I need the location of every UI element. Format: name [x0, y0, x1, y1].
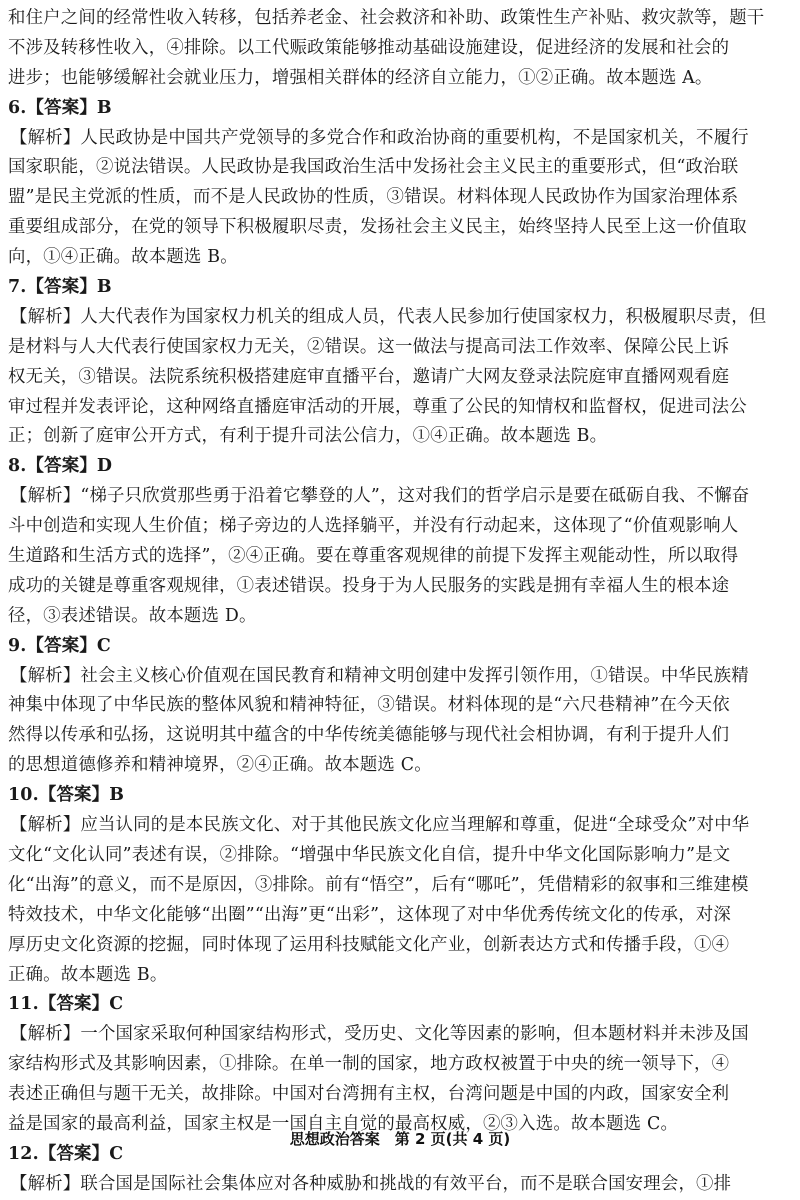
text-line: 厚历史文化资源的挖掘，同时体现了运用科技赋能文化产业，创新表达方式和传播手段，①④	[8, 934, 730, 955]
text-line: 神集中体现了中华民族的整体风貌和精神特征，③错误。材料体现的是“六尺巷精神”在今天依	[8, 695, 730, 716]
text-line: 不涉及转移性收入，④排除。以工代赈政策能够推动基础设施建设，促进经济的发展和社会的	[8, 37, 730, 58]
text-line: 化“出海”的意义，而不是原因，③排除。前有“悟空”，后有“哪吒”，凭借精彩的叙事和三维建模	[8, 874, 749, 895]
answer-document	[8, 4, 794, 1200]
text-line: 是材料与人大代表行使国家权力无关，②错误。这一做法与提高司法工作效率、保障公民上诉	[8, 336, 730, 357]
explanation-line: 【解析】人大代表作为国家权力机关的组成人员，代表人民参加行使国家权力，积极履职尽责，但	[10, 306, 767, 327]
text-line: 然得以传承和弘扬，这说明其中蕴含的中华传统美德能够与现代社会相协调，有利于提升人们	[8, 725, 730, 746]
explanation-line: 【解析】应当认同的是本民族文化、对于其他民族文化应当理解和尊重，促进“全球受众”对中华	[10, 815, 750, 836]
text-line: 盟”是民主党派的性质，而不是人民政协的性质，③错误。材料体现人民政协作为国家治理体系	[8, 187, 739, 208]
text-line: 径，③表述错误。故本题选 D。	[8, 605, 257, 626]
text-line: 文化“文化认同”表述有误，②排除。“增强中华民族文化自信，提升中华文化国际影响力”是文	[8, 844, 731, 865]
text-line: 的思想道德修养和精神境界，②④正确。故本题选 C。	[8, 755, 432, 776]
text-line: 重要组成部分，在党的领导下积极履职尽责，发扬社会主义民主，始终坚持人民至上这一价值取	[8, 217, 747, 238]
answer-heading: 6.【答案】B	[8, 97, 112, 118]
answer-heading: 10.【答案】B	[8, 785, 125, 806]
text-line: 正确。故本题选 B。	[8, 964, 168, 985]
answer-heading: 9.【答案】C	[8, 635, 111, 656]
text-line: 正；创新了庭审公开方式，有利于提升司法公信力，①④正确。故本题选 B。	[8, 426, 608, 447]
answer-heading: 11.【答案】C	[8, 994, 124, 1015]
explanation-line: 【解析】“梯子只欣赏那些勇于沿着它攀登的人”，这对我们的哲学启示是要在砥砺自我、不懈奋	[10, 486, 750, 507]
answer-heading: 7.【答案】B	[8, 277, 112, 298]
text-line: 益是国家的最高利益，国家主权是一国自主自觉的最高权威，②③入选。故本题选 C。	[8, 1113, 679, 1134]
text-line: 向，①④正确。故本题选 B。	[8, 247, 238, 268]
page-footer: 思想政治答案 第 2 页(共 4 页)	[289, 1130, 511, 1148]
text-line: 特效技术，中华文化能够“出圈”“出海”更“出彩”，这体现了对中华优秀传统文化的传承，对深	[8, 904, 731, 925]
text-line: 国家职能，②说法错误。人民政协是我国政治生活中发扬社会主义民主的重要形式，但“政治联	[8, 157, 739, 178]
text-line: 审过程并发表评论，这种网络直播庭审活动的开展，尊重了公民的知情权和监督权，促进司法公	[8, 396, 747, 417]
explanation-line: 【解析】社会主义核心价值观在国民教育和精神文明创建中发挥引领作用，①错误。中华民族精	[10, 665, 749, 686]
explanation-line: 【解析】一个国家采取何种国家结构形式，受历史、文化等因素的影响，但本题材料并未涉及国	[10, 1024, 749, 1045]
text-line: 家结构形式及其影响因素，①排除。在单一制的国家，地方政权被置于中央的统一领导下，④	[8, 1054, 730, 1075]
text-line: 斗中创造和实现人生价值；梯子旁边的人选择躺平，并没有行动起来，这体现了“价值观影响人	[8, 516, 739, 537]
text-line: 表述正确但与题干无关，故排除。中国对台湾拥有主权，台湾问题是中国的内政，国家安全利	[8, 1084, 730, 1105]
text-line: 和住户之间的经常性收入转移，包括养老金、社会救济和补助、政策性生产补贴、救灾款等，题干	[8, 8, 765, 28]
answer-heading: 8.【答案】D	[8, 456, 113, 477]
explanation-line: 【解析】人民政协是中国共产党领导的多党合作和政治协商的重要机构，不是国家机关，不履行	[10, 127, 749, 148]
text-line: 权无关，③错误。法院系统积极搭建庭审直播平台，邀请广大网友登录法院庭审直播网观看庭	[8, 366, 730, 387]
text-line: 进步；也能够缓解社会就业压力，增强相关群体的经济自立能力，①②正确。故本题选 A。	[8, 67, 713, 88]
text-line: 生道路和生活方式的选择”，②④正确。要在尊重客观规律的前提下发挥主观能动性，所以取得	[8, 546, 739, 567]
explanation-line: 【解析】联合国是国际社会集体应对各种威胁和挑战的有效平台，而不是联合国安理会，①排	[10, 1173, 732, 1194]
text-line: 成功的关键是尊重客观规律，①表述错误。投身于为人民服务的实践是拥有幸福人生的根本途	[8, 575, 730, 596]
answer-heading: 12.【答案】C	[8, 1143, 124, 1164]
